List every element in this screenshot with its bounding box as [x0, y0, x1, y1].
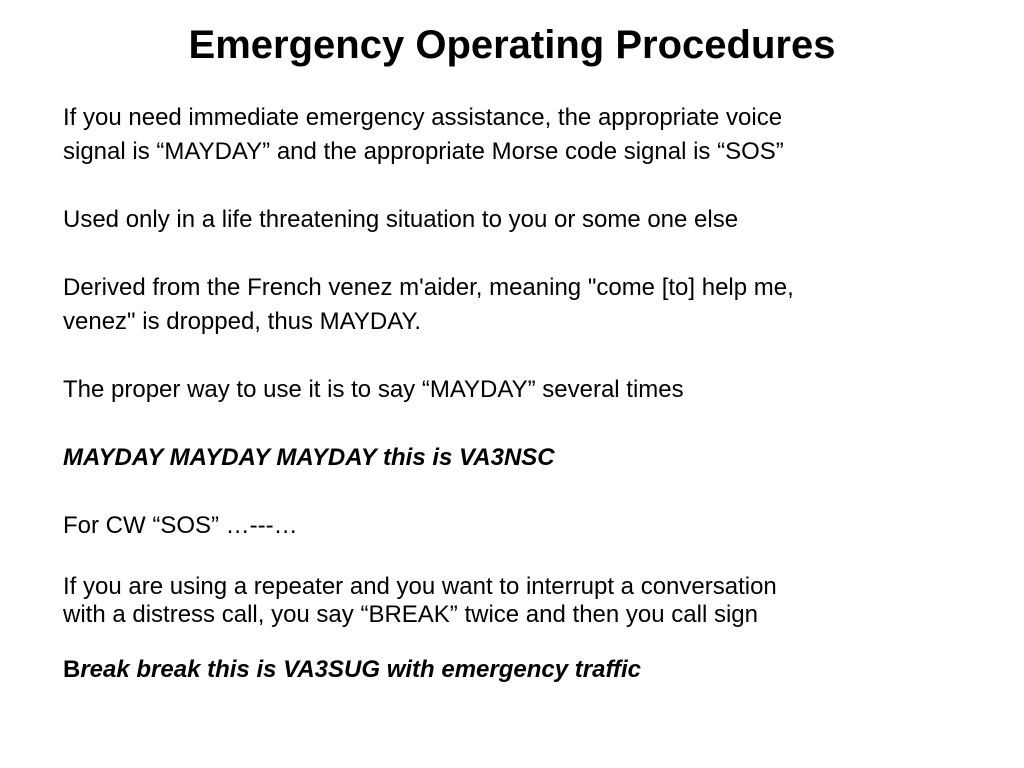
- paragraph-proper-way: The proper way to use it is to say “MAYDAY” several times: [63, 376, 684, 403]
- break-example: [63, 653, 963, 687]
- paragraph-line: Derived from the French venez m'aider, meaning "come [to] help me,: [63, 274, 794, 301]
- paragraph-line: signal is “MAYDAY” and the appropriate Morse code signal is “SOS”: [63, 138, 784, 165]
- slide-title: Emergency Operating Procedures: [188, 23, 836, 67]
- paragraph-line: If you are using a repeater and you want to interrupt a conversation: [63, 573, 777, 600]
- paragraph-line: with a distress call, you say “BREAK” twice and then you call sign: [63, 601, 758, 628]
- break-example-rest: reak break this is VA3SUG with emergency traffic: [80, 656, 642, 683]
- paragraph-etymology: [63, 271, 963, 339]
- paragraph-emergency-signals: [63, 101, 963, 169]
- break-example-initial: B: [63, 656, 81, 683]
- paragraph-line: If you need immediate emergency assistance, the appropriate voice: [63, 104, 783, 131]
- paragraph-repeater: [63, 573, 963, 629]
- paragraph-cw-sos: For CW “SOS” …---…: [63, 512, 298, 539]
- paragraph-usage: Used only in a life threatening situation to you or some one else: [63, 206, 739, 233]
- paragraph-line: venez" is dropped, thus MAYDAY.: [63, 308, 422, 335]
- mayday-example: MAYDAY MAYDAY MAYDAY this is VA3NSC: [63, 444, 555, 471]
